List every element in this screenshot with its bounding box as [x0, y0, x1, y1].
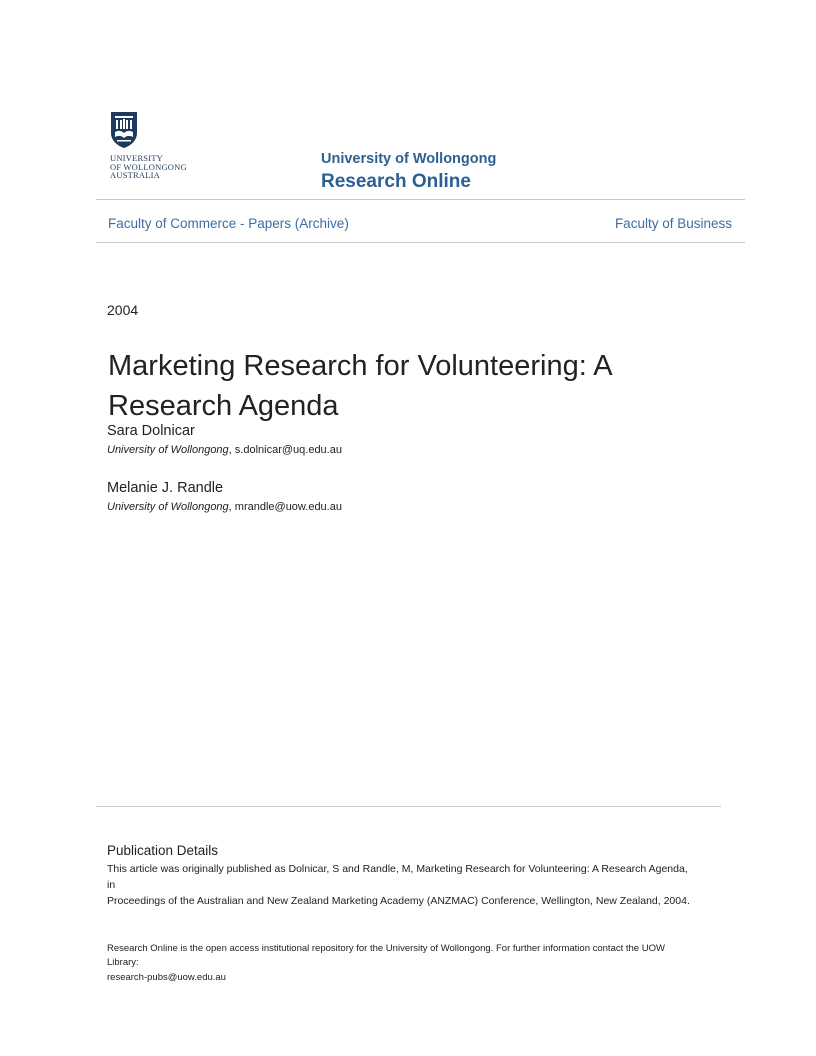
header-divider-bottom	[96, 242, 745, 243]
footer-contact-email[interactable]: research-pubs@uow.edu.au	[107, 972, 226, 983]
university-crest-icon	[110, 111, 138, 149]
author-affiliation	[107, 444, 342, 456]
publication-details-line: This article was originally published as Dolnicar, S and Randle, M, Marketing Research for Volunteering: A Research Agenda,	[107, 863, 688, 875]
author-email: , s.dolnicar@uq.edu.au	[228, 444, 342, 456]
author-name: Melanie J. Randle	[107, 480, 224, 496]
footer-note-line: Library:	[107, 957, 139, 968]
author-institution: University of Wollongong	[107, 444, 229, 456]
publication-details-line: Proceedings of the Australian and New Zealand Marketing Academy (ANZMAC) Conference, Wellington, New Zealand, 2004.	[107, 895, 690, 907]
university-logo-wordmark	[110, 154, 187, 180]
content-divider	[96, 806, 721, 807]
header-repository-name[interactable]: Research Online	[321, 171, 471, 192]
author-name: Sara Dolnicar	[107, 423, 195, 439]
faculty-commerce-papers-link[interactable]: Faculty of Commerce - Papers (Archive)	[108, 216, 349, 231]
publication-details-line: in	[107, 879, 116, 891]
footer-note-line: Research Online is the open access institutional repository for the University of Wollongong. For further information contact the UOW	[107, 943, 665, 954]
header-university-name[interactable]: University of Wollongong	[321, 151, 497, 167]
header-divider-top	[96, 199, 745, 200]
author-email: , mrandle@uow.edu.au	[228, 501, 342, 513]
article-title: Marketing Research for Volunteering: A Research Agenda	[108, 350, 611, 422]
logo-line-3: AUSTRALIA	[110, 170, 160, 180]
author-affiliation	[107, 501, 342, 513]
logo-line-1: UNIVERSITY	[110, 153, 163, 163]
publication-details-heading: Publication Details	[107, 843, 219, 858]
faculty-of-business-link[interactable]: Faculty of Business	[614, 216, 732, 231]
author-institution: University of Wollongong	[107, 501, 229, 513]
logo-line-2: OF WOLLONGONG	[110, 161, 187, 172]
publication-year: 2004	[107, 302, 139, 318]
